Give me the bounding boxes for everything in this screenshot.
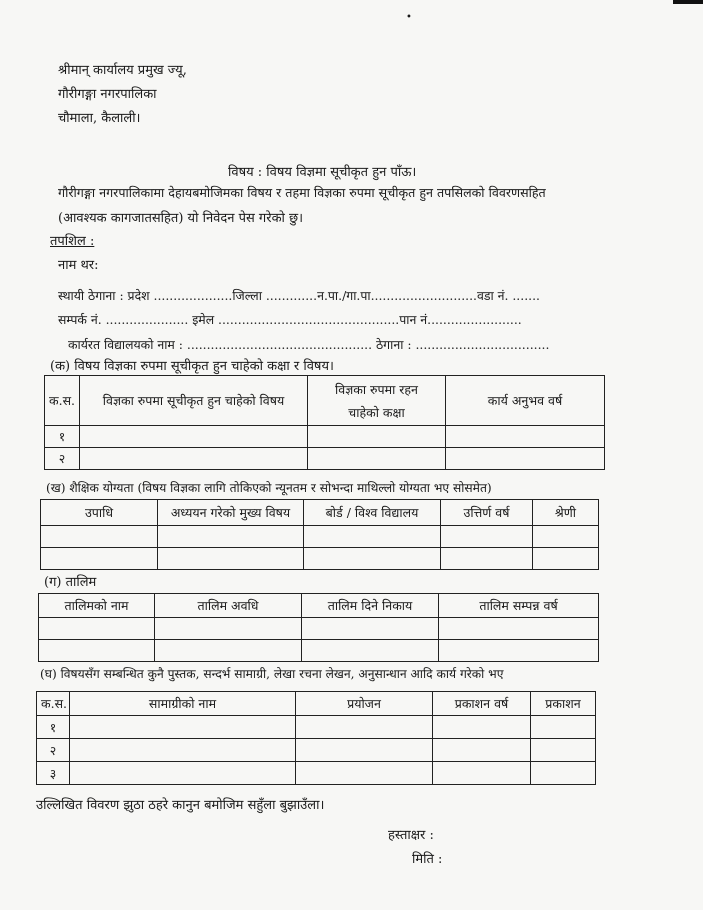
table-cell[interactable] bbox=[70, 716, 296, 739]
table-cell[interactable] bbox=[39, 618, 155, 640]
table-cell[interactable] bbox=[158, 526, 304, 548]
header-serial: क.स. bbox=[37, 692, 70, 716]
table-cell[interactable] bbox=[531, 762, 596, 785]
name-field-label: नाम थर: bbox=[58, 258, 99, 273]
table-cell[interactable] bbox=[155, 618, 302, 640]
header-publisher: प्रकाशन bbox=[531, 692, 596, 716]
table-cell[interactable] bbox=[41, 548, 158, 570]
header-serial: क.स. bbox=[45, 376, 80, 426]
table-cell[interactable] bbox=[296, 762, 433, 785]
row-number: २ bbox=[45, 448, 80, 470]
table-cell[interactable] bbox=[531, 716, 596, 739]
contact-field-row: सम्पर्क नं. ..................... इमेल ..............................................पान नं........................ bbox=[58, 312, 522, 327]
address-line-2: गौरीगङ्गा नगरपालिका bbox=[58, 87, 157, 102]
table-cell[interactable] bbox=[39, 640, 155, 662]
school-field-row: कार्यरत विद्यालयको नाम : ............................................... ठेगाना : .................................. bbox=[68, 337, 550, 352]
table-cell[interactable] bbox=[531, 739, 596, 762]
table-cell[interactable] bbox=[441, 526, 533, 548]
table-cell[interactable] bbox=[441, 548, 533, 570]
table-cell[interactable] bbox=[533, 526, 599, 548]
header-material-name: सामाग्रीको नाम bbox=[70, 692, 296, 716]
table-row bbox=[45, 448, 605, 470]
section-ka-title: (क) विषय विज्ञका रुपमा सूचीकृत हुन चाहेको कक्षा र विषय। bbox=[50, 359, 334, 374]
table-cell[interactable] bbox=[70, 762, 296, 785]
section-ka-table bbox=[44, 375, 605, 470]
header-publication-year: प्रकाशन वर्ष bbox=[433, 692, 531, 716]
table-cell[interactable] bbox=[80, 426, 308, 448]
table-cell[interactable] bbox=[296, 716, 433, 739]
header-training-name: तालिमको नाम bbox=[39, 594, 155, 618]
table-cell[interactable] bbox=[446, 448, 605, 470]
table-cell[interactable] bbox=[446, 426, 605, 448]
address-line-3: चौमाला, कैलाली। bbox=[58, 111, 141, 126]
table-row bbox=[37, 762, 596, 785]
table-cell[interactable] bbox=[533, 548, 599, 570]
header-class bbox=[308, 376, 446, 426]
table-cell[interactable] bbox=[80, 448, 308, 470]
table-row bbox=[41, 526, 599, 548]
table-cell[interactable] bbox=[433, 739, 531, 762]
table-cell[interactable] bbox=[302, 618, 439, 640]
header-experience: कार्य अनुभव वर्ष bbox=[446, 376, 605, 426]
header-class-line-2: चाहेको कक्षा bbox=[348, 404, 405, 420]
body-paragraph-1: गौरीगङ्गा नगरपालिकामा देहायबमोजिमका विषय र तहमा विज्ञका रुपमा सूचीकृत हुन तपसिलको विवरणसहित bbox=[58, 185, 546, 200]
section-kha-table bbox=[40, 499, 599, 570]
scan-speck: • bbox=[406, 12, 412, 23]
section-kha-title: (ख) शैक्षिक योग्यता (विषय विज्ञका लागि तोकिएको न्यूनतम र सोभन्दा माथिल्लो योग्यता भए सोसमेत) bbox=[46, 481, 492, 495]
table-cell[interactable] bbox=[433, 716, 531, 739]
subject-line: विषय : विषय विज्ञमा सूचीकृत हुन पाँऊ। bbox=[228, 165, 417, 180]
header-pass-year: उत्तिर्ण वर्ष bbox=[441, 500, 533, 526]
address-field-row: स्थायी ठेगाना : प्रदेश ....................जिल्ला .............न.पा./गा.पा...........................वडा नं. ....... bbox=[58, 288, 540, 303]
table-row bbox=[39, 618, 599, 640]
row-number: ३ bbox=[37, 762, 70, 785]
table-row bbox=[45, 426, 605, 448]
signature-label: हस्ताक्षर : bbox=[388, 828, 434, 843]
header-degree: उपाधि bbox=[41, 500, 158, 526]
table-row bbox=[37, 716, 596, 739]
header-training-year: तालिम सम्पन्न वर्ष bbox=[439, 594, 599, 618]
table-cell[interactable] bbox=[70, 739, 296, 762]
table-cell[interactable] bbox=[308, 448, 446, 470]
header-class-line-1: विज्ञका रुपमा रहन bbox=[335, 381, 418, 397]
header-purpose: प्रयोजन bbox=[296, 692, 433, 716]
table-cell[interactable] bbox=[302, 640, 439, 662]
header-division: श्रेणी bbox=[533, 500, 599, 526]
table-row bbox=[39, 640, 599, 662]
section-ga-table bbox=[38, 593, 599, 662]
table-cell[interactable] bbox=[158, 548, 304, 570]
section-gha-table bbox=[36, 691, 596, 785]
row-number: १ bbox=[37, 716, 70, 739]
table-cell[interactable] bbox=[304, 526, 441, 548]
section-ga-title: (ग) तालिम bbox=[44, 575, 97, 590]
header-training-provider: तालिम दिने निकाय bbox=[302, 594, 439, 618]
table-cell[interactable] bbox=[41, 526, 158, 548]
table-cell[interactable] bbox=[439, 640, 599, 662]
table-row bbox=[37, 739, 596, 762]
table-cell[interactable] bbox=[433, 762, 531, 785]
table-cell[interactable] bbox=[304, 548, 441, 570]
table-cell[interactable] bbox=[439, 618, 599, 640]
table-cell[interactable] bbox=[296, 739, 433, 762]
address-line-1: श्रीमान् कार्यालय प्रमुख ज्यू, bbox=[58, 63, 187, 78]
section-gha-title: (घ) विषयसँग सम्बन्धित कुनै पुस्तक, सन्दर्भ सामाग्री, लेखा रचना लेखन, अनुसान्धान आदि कार्य गरेको भए bbox=[40, 667, 504, 681]
header-training-duration: तालिम अवधि bbox=[155, 594, 302, 618]
declaration-text: उल्लिखित विवरण झुठा ठहरे कानुन बमोजिम सहुँला बुझाउँला। bbox=[36, 798, 325, 813]
body-paragraph-2: (आवश्यक कागजातसहित) यो निवेदन पेस गरेको छु। bbox=[58, 211, 304, 226]
header-board: बोर्ड / विश्व विद्यालय bbox=[304, 500, 441, 526]
details-heading: तपशिल : bbox=[50, 234, 95, 249]
date-label: मिति : bbox=[412, 852, 443, 867]
table-cell[interactable] bbox=[155, 640, 302, 662]
header-subject: विज्ञका रुपमा सूचीकृत हुन चाहेको विषय bbox=[80, 376, 308, 426]
table-cell[interactable] bbox=[308, 426, 446, 448]
row-number: २ bbox=[37, 739, 70, 762]
scan-edge-mark bbox=[673, 0, 703, 4]
table-row bbox=[41, 548, 599, 570]
row-number: १ bbox=[45, 426, 80, 448]
header-main-subject: अध्ययन गरेको मुख्य विषय bbox=[158, 500, 304, 526]
